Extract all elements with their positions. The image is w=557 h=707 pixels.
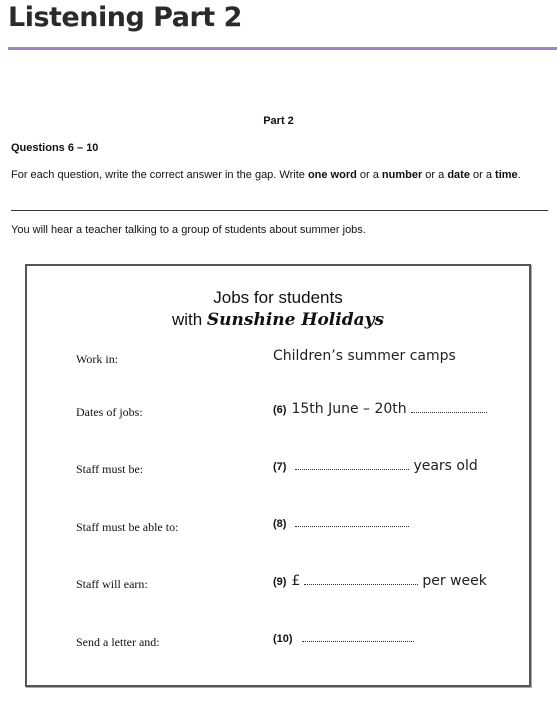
question-number: (6) xyxy=(273,404,287,416)
row-label: Dates of jobs: xyxy=(76,405,143,419)
part-label: Part 2 xyxy=(263,115,294,127)
instructions-text: For each question, write the correct answer in the gap. Write xyxy=(11,169,308,181)
row-dates xyxy=(76,401,516,423)
intro-text: You will hear a teacher talking to a group of students about summer jobs. xyxy=(11,224,366,236)
answer-gap-7[interactable] xyxy=(295,459,409,470)
answer-gap-8[interactable] xyxy=(295,516,409,527)
row-pay xyxy=(76,573,516,595)
row-answer xyxy=(273,348,456,364)
instructions xyxy=(11,168,541,182)
row-work-in xyxy=(76,348,516,370)
currency-symbol: £ xyxy=(291,573,301,589)
answer-gap-10[interactable] xyxy=(302,631,414,642)
instructions-text: . xyxy=(517,169,521,181)
box-title-line2 xyxy=(27,309,529,331)
instructions-keyword-word: one word xyxy=(307,169,357,181)
jobs-notes-box xyxy=(25,264,531,687)
instructions-keyword-date: date xyxy=(447,169,470,181)
row-label: Send a letter and: xyxy=(76,635,160,649)
box-title-with: with xyxy=(171,310,207,329)
given-answer: Children’s summer camps xyxy=(273,348,456,364)
row-answer xyxy=(273,573,487,589)
answer-suffix: per week xyxy=(422,573,487,589)
box-title-line1: Jobs for students xyxy=(213,288,343,307)
row-label: Staff must be able to: xyxy=(76,520,179,534)
row-answer xyxy=(273,401,491,417)
row-label: Work in: xyxy=(76,352,119,366)
instructions-keyword-time: time xyxy=(495,169,518,181)
instructions-text: or a xyxy=(469,169,496,181)
row-application xyxy=(76,631,516,653)
row-answer xyxy=(273,631,418,645)
row-label: Staff must be: xyxy=(76,462,144,476)
answer-suffix: years old xyxy=(413,458,478,474)
question-number: (10) xyxy=(273,633,293,645)
question-number: (9) xyxy=(273,576,287,588)
row-label: Staff will earn: xyxy=(76,577,148,591)
question-number: (7) xyxy=(273,461,287,473)
answer-gap-6[interactable] xyxy=(411,402,487,413)
heading-divider xyxy=(8,47,557,50)
question-number: (8) xyxy=(273,518,287,530)
instructions-text: or a xyxy=(356,169,382,181)
box-title xyxy=(27,287,529,331)
brand-name: Sunshine Holidays xyxy=(206,310,385,330)
row-ability xyxy=(76,516,516,538)
answer-gap-9[interactable] xyxy=(304,574,418,585)
row-age xyxy=(76,458,516,480)
row-answer xyxy=(273,516,413,530)
row-answer xyxy=(273,458,478,474)
instructions-divider xyxy=(11,210,548,211)
instructions-text: or a xyxy=(422,169,448,181)
instructions-keyword-number: number xyxy=(381,169,423,181)
page-title: Listening Part 2 xyxy=(8,2,242,33)
questions-label: Questions 6 – 10 xyxy=(11,142,99,154)
answer-prefix: 15th June – 20th xyxy=(291,401,407,417)
